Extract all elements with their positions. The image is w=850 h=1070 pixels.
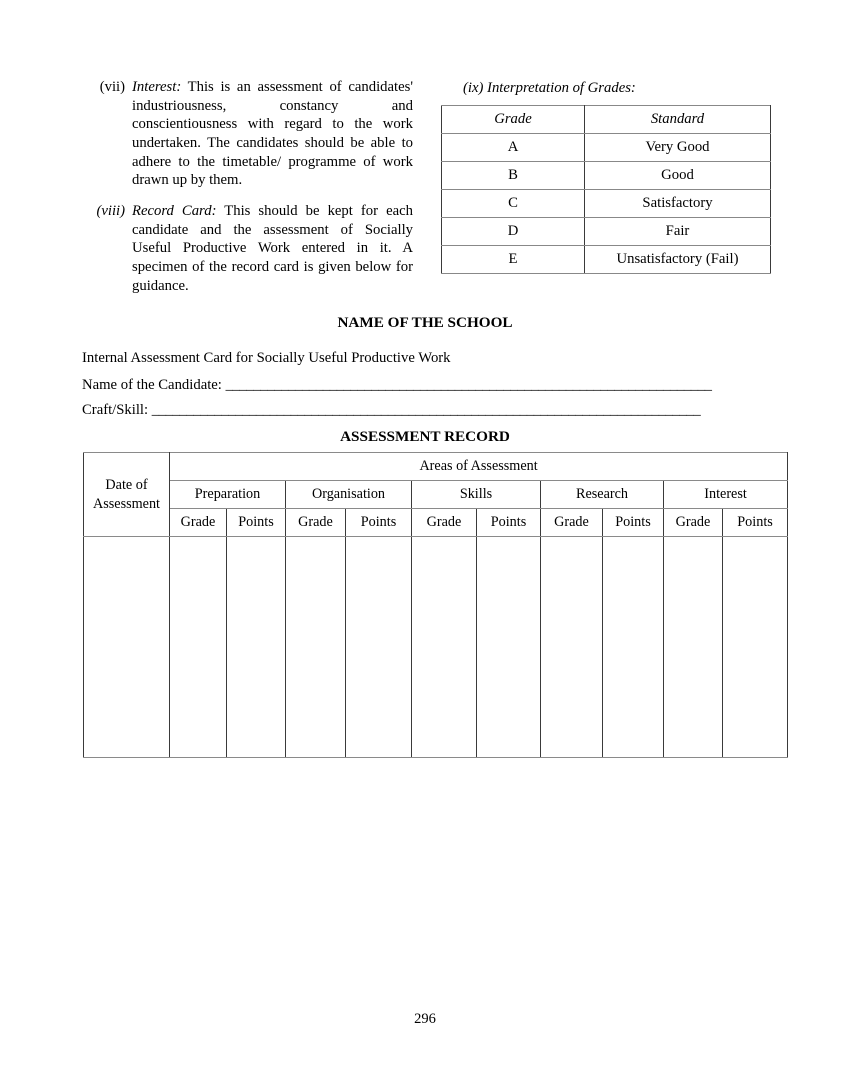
date-of-assessment-header: Date of Assessment [84,453,170,537]
grade-value: E [442,246,585,274]
subheader-points-research: Points [603,509,664,537]
paragraph-vii-marker: (vii) [99,79,125,95]
paragraph-viii [88,202,413,295]
grades-table [441,105,771,274]
grades-section [441,80,770,274]
subheader-points-preparation: Points [227,509,286,537]
grades-header-row [442,106,771,134]
paragraph-vii-text: This is an assessment of candidates' industriousness, constancy and conscientiousness with regard to the work undertaken. The candidates should be able to adhere to the timetable/ programme of work drawn up by them. [132,79,413,189]
subheader-grade-interest: Grade [664,509,723,537]
craft-skill-input-rule[interactable]: _______________________________________________________________________________ [151,402,701,418]
grades-header-grade: Grade [442,106,585,134]
entry-cell-grade-interest[interactable] [664,537,723,758]
subheader-points-organisation: Points [346,509,412,537]
standard-value: Fair [585,218,771,246]
entry-cell-points-preparation[interactable] [227,537,286,758]
record-header-row-1 [84,453,788,481]
assessment-record-table [83,452,788,758]
entry-cell-grade-preparation[interactable] [170,537,227,758]
entry-cell-date[interactable] [84,537,170,758]
candidate-name-input-rule[interactable]: ______________________________________________________________________ [225,377,712,393]
entry-cell-points-organisation[interactable] [346,537,412,758]
entry-cell-points-skills[interactable] [477,537,541,758]
area-header-interest: Interest [664,481,788,509]
entry-cell-points-interest[interactable] [723,537,788,758]
table-row [442,134,771,162]
standard-value: Good [585,162,771,190]
grades-table-title: (ix) Interpretation of Grades: [463,80,636,96]
subheader-grade-preparation: Grade [170,509,227,537]
assessment-record-section [83,452,787,758]
area-header-preparation: Preparation [170,481,286,509]
paragraph-vii-body [132,78,413,190]
grade-value: D [442,218,585,246]
craft-skill-field-row [82,402,742,419]
page-number: 296 [414,1011,436,1027]
paragraph-viii-body [132,202,413,295]
subheader-points-interest: Points [723,509,788,537]
area-header-organisation: Organisation [286,481,412,509]
paragraph-vii-lead: Interest: [132,79,182,95]
standard-value: Very Good [585,134,771,162]
table-row [442,162,771,190]
paragraph-viii-marker: (viii) [96,203,125,220]
subheader-grade-research: Grade [541,509,603,537]
left-text-column [88,78,413,307]
candidate-name-label: Name of the Candidate: [82,377,226,393]
grade-value: A [442,134,585,162]
subheader-grade-skills: Grade [412,509,477,537]
entry-cell-grade-research[interactable] [541,537,603,758]
assessment-record-heading: ASSESSMENT RECORD [340,428,510,445]
record-body-row [84,537,788,758]
standard-value: Unsatisfactory (Fail) [585,246,771,274]
paragraph-viii-text: This should be kept for each candidate and the assessment of Socially Useful Productive Work entered in it. A specimen of the record card is given below for guidance. [132,203,413,294]
candidate-name-field-row [82,377,742,394]
card-subtitle: Internal Assessment Card for Socially Useful Productive Work [82,350,451,366]
subheader-points-skills: Points [477,509,541,537]
areas-of-assessment-header: Areas of Assessment [170,453,788,481]
school-name-heading: NAME OF THE SCHOOL [337,314,513,331]
paragraph-vii [88,78,413,190]
area-header-research: Research [541,481,664,509]
grades-header-standard: Standard [585,106,771,134]
record-header-row-3 [84,509,788,537]
entry-cell-grade-skills[interactable] [412,537,477,758]
entry-cell-grade-organisation[interactable] [286,537,346,758]
paragraph-viii-lead: Record Card: [132,203,217,220]
record-header-row-2 [84,481,788,509]
table-row [442,218,771,246]
area-header-skills: Skills [412,481,541,509]
grade-value: B [442,162,585,190]
table-row [442,190,771,218]
grade-value: C [442,190,585,218]
craft-skill-label: Craft/Skill: [82,402,152,418]
entry-cell-points-research[interactable] [603,537,664,758]
standard-value: Satisfactory [585,190,771,218]
subheader-grade-organisation: Grade [286,509,346,537]
table-row [442,246,771,274]
